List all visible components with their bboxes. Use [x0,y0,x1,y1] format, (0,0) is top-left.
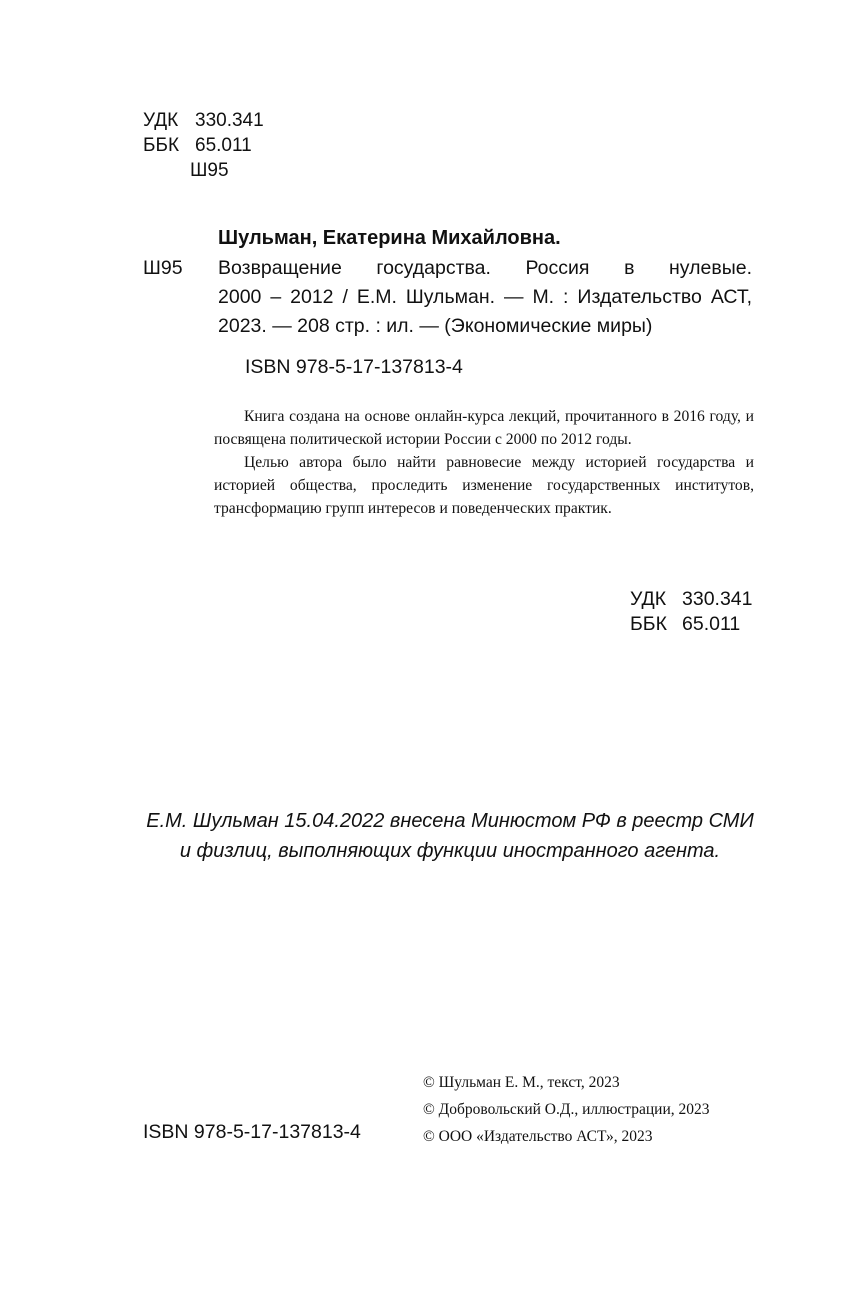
top-author-sign: Ш95 [190,160,229,181]
top-bbk-value: 65.011 [195,135,252,156]
notice-line: Е.М. Шульман 15.04.2022 внесена Минюстом РФ в реестр СМИ [146,810,754,832]
bib-author-sign: Ш95 [143,257,183,279]
annotation [214,405,754,520]
bottom-udk-value: 330.341 [682,588,753,610]
bottom-bbk-label: ББК [630,613,667,635]
top-bbk-label: ББК [143,135,180,156]
bottom-udk-label: УДК [630,588,667,610]
bib-isbn: ISBN 978-5-17-137813-4 [245,356,463,378]
top-bbk [143,135,252,157]
bib-title-line: Возвращение государства. Россия в нулевые. [218,257,752,279]
top-udk-label: УДК [143,110,179,131]
bib-extent-line: 2023. — 208 стр. : ил. — (Экономические миры) [218,315,653,337]
top-udk-value: 330.341 [195,110,264,131]
top-udk [143,110,264,132]
notice-line: и физлиц, выполняющих функции иностранного агента. [179,840,721,862]
foreign-agent-notice [100,806,800,866]
bibliographic-description [218,254,752,341]
bottom-udk [630,586,753,612]
copyright-text: © Шульман Е. М., текст, 2023 [423,1074,620,1091]
annotation-paragraph: Целью автора было найти равновесие между историей государства и историей общества, проследить изменение государственных институтов, трансформацию групп интересов и поведенческих практик. [214,454,754,517]
bib-publisher-line: 2000 – 2012 / Е.М. Шульман. — М. : Издательство АСТ, [218,286,752,308]
bottom-bbk [630,611,740,637]
bottom-bbk-value: 65.011 [682,613,741,635]
footer-isbn: ISBN 978-5-17-137813-4 [143,1121,361,1143]
annotation-paragraph: Книга создана на основе онлайн-курса лекций, прочитанного в 2016 году, и посвящена политической истории России с 2000 по 2012 годы. [214,408,754,448]
copyright-publisher: © ООО «Издательство АСТ», 2023 [423,1128,653,1145]
copyright-illustrations: © Добровольский О.Д., иллюстрации, 2023 [423,1101,710,1118]
author-name: Шульман, Екатерина Михайловна. [218,227,561,249]
